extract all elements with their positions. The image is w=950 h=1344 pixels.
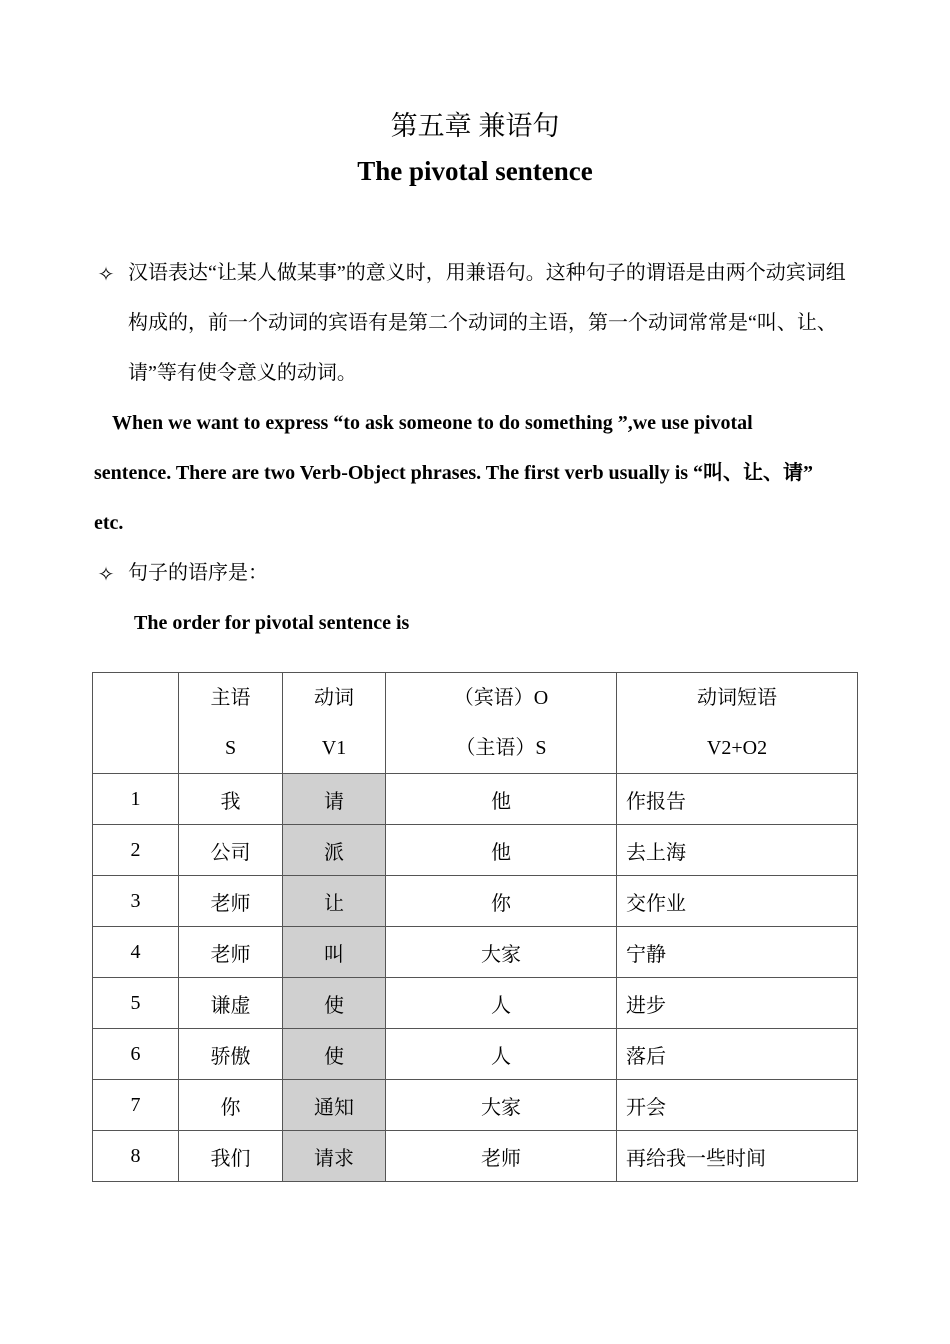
subject-cell: 老师 bbox=[179, 927, 283, 978]
verb1-cell: 使 bbox=[283, 1029, 386, 1080]
table-row bbox=[93, 876, 858, 927]
table-row bbox=[93, 825, 858, 876]
object-cell: 老师 bbox=[386, 1131, 617, 1182]
verb-phrase-cell: 进步 bbox=[617, 978, 858, 1029]
object-cell: 人 bbox=[386, 978, 617, 1029]
table-row bbox=[93, 1029, 858, 1080]
bullet-text: 汉语表达“让某人做某事”的意义时，用兼语句。这种句子的谓语是由两个动宾词组构成的，前一个动词的宾语有是第二个动词的主语，第一个动词常常是“叫、让、请”等有使令意义的动词。 bbox=[128, 262, 846, 384]
object-cell: 他 bbox=[386, 825, 617, 876]
row-index: 1 bbox=[93, 774, 179, 825]
object-cell: 人 bbox=[386, 1029, 617, 1080]
row-index: 3 bbox=[93, 876, 179, 927]
table-row bbox=[93, 774, 858, 825]
subject-cell: 公司 bbox=[179, 825, 283, 876]
table-row bbox=[93, 1131, 858, 1182]
table-row bbox=[93, 978, 858, 1029]
row-index: 7 bbox=[93, 1080, 179, 1131]
verb1-cell: 叫 bbox=[283, 927, 386, 978]
verb-phrase-cell: 作报告 bbox=[617, 774, 858, 825]
bullet-item-explanation bbox=[94, 248, 854, 398]
subject-cell: 我 bbox=[179, 774, 283, 825]
diamond-star-icon: ✧ bbox=[97, 262, 115, 286]
bullet-item-word-order bbox=[94, 548, 854, 598]
row-index: 6 bbox=[93, 1029, 179, 1080]
verb1-cell: 让 bbox=[283, 876, 386, 927]
verb1-cell: 通知 bbox=[283, 1080, 386, 1131]
row-index: 5 bbox=[93, 978, 179, 1029]
pivotal-sentence-table bbox=[92, 672, 858, 1182]
verb-phrase-cell: 交作业 bbox=[617, 876, 858, 927]
table-row bbox=[93, 927, 858, 978]
verb1-cell: 使 bbox=[283, 978, 386, 1029]
bullet-text: 句子的语序是： bbox=[128, 562, 268, 584]
header-cell-index bbox=[93, 673, 179, 774]
subject-cell: 骄傲 bbox=[179, 1029, 283, 1080]
subject-cell: 谦虚 bbox=[179, 978, 283, 1029]
verb1-cell: 请 bbox=[283, 774, 386, 825]
row-index: 8 bbox=[93, 1131, 179, 1182]
header-cell-verb-phrase: 动词短语 V2+O2 bbox=[617, 673, 858, 774]
verb-phrase-cell: 再给我一些时间 bbox=[617, 1131, 858, 1182]
object-cell: 他 bbox=[386, 774, 617, 825]
chapter-title-chinese: 第五章 兼语句 bbox=[390, 111, 560, 141]
subject-cell: 老师 bbox=[179, 876, 283, 927]
verb-phrase-cell: 开会 bbox=[617, 1080, 858, 1131]
english-explanation: When we want to express “to ask someone to do something ”,we use pivotal sentence. There are two Verb-Object phrases. The first verb usually is “叫、让、请” etc. bbox=[94, 412, 814, 534]
verb-phrase-cell: 去上海 bbox=[617, 825, 858, 876]
row-index: 2 bbox=[93, 825, 179, 876]
subject-cell: 你 bbox=[179, 1080, 283, 1131]
object-cell: 大家 bbox=[386, 927, 617, 978]
object-cell: 你 bbox=[386, 876, 617, 927]
order-caption: The order for pivotal sentence is bbox=[134, 612, 410, 634]
table-header-row bbox=[93, 673, 858, 774]
diamond-star-icon: ✧ bbox=[97, 562, 115, 586]
object-cell: 大家 bbox=[386, 1080, 617, 1131]
verb1-cell: 请求 bbox=[283, 1131, 386, 1182]
verb-phrase-cell: 宁静 bbox=[617, 927, 858, 978]
verb-phrase-cell: 落后 bbox=[617, 1029, 858, 1080]
subject-cell: 我们 bbox=[179, 1131, 283, 1182]
chapter-title-english: The pivotal sentence bbox=[357, 156, 593, 186]
header-cell-object-subject: （宾语）O （主语）S bbox=[386, 673, 617, 774]
row-index: 4 bbox=[93, 927, 179, 978]
header-cell-subject: 主语 S bbox=[179, 673, 283, 774]
header-cell-verb1: 动词 V1 bbox=[283, 673, 386, 774]
table-row bbox=[93, 1080, 858, 1131]
verb1-cell: 派 bbox=[283, 825, 386, 876]
